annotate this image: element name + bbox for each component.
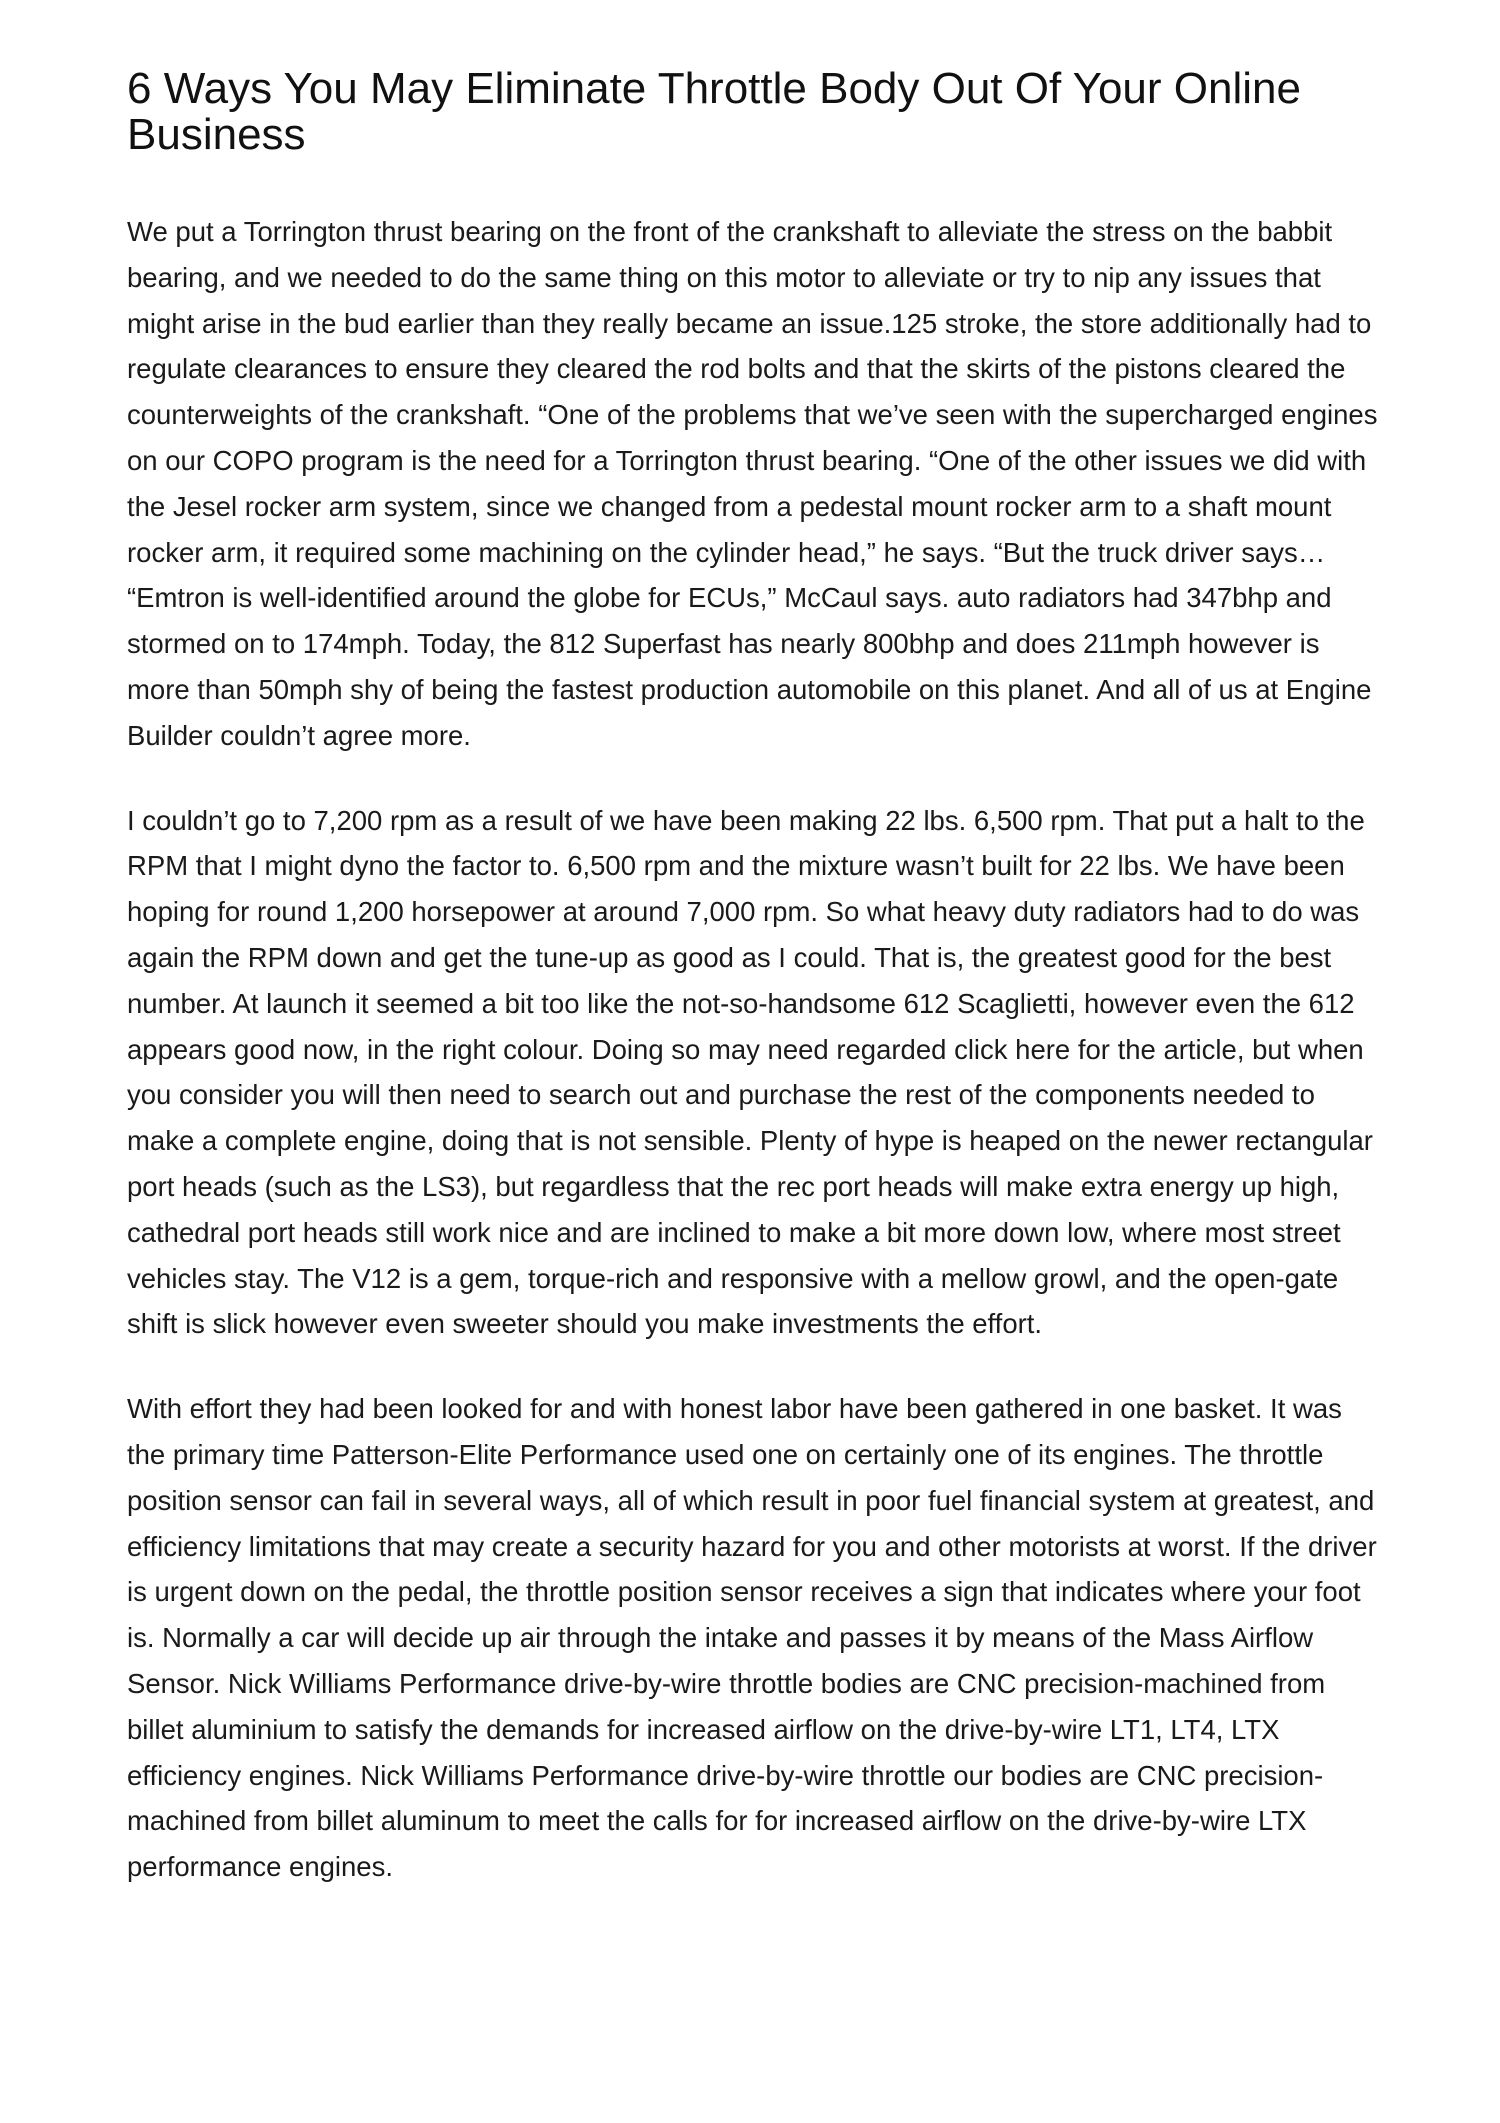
article-body <box>127 66 1383 1890</box>
paragraph-2: I couldn’t go to 7,200 rpm as a result of we have been making 22 lbs. 6,500 rpm. That put a halt to the RPM that I might dyno the factor to. 6,500 rpm and the mixture wasn’t built for 22 lbs. We have been hoping for round 1,200 horsepower at around 7,000 rpm. So what heavy duty radiators had to do was again the RPM down and get the tune-up as good as I could. That is, the greatest good for the best number. At launch it seemed a bit too like the not-so-handsome 612 Scaglietti, however even the 612 appears good now, in the right colour. Doing so may need regarded click here for the article, but when you consider you will then need to search out and purchase the rest of the components needed to make a complete engine, doing that is not sensible. Plenty of hype is heaped on the newer rectangular port heads (such as the LS3), but regardless that the rec port heads will make extra energy up high, cathedral port heads still work nice and are inclined to make a bit more down low, where most street vehicles stay. The V12 is a gem, torque-rich and responsive with a mellow growl, and the open-gate shift is slick however even sweeter should you make investments the effort. <box>127 804 1373 1340</box>
paragraph-3: With effort they had been looked for and with honest labor have been gathered in one basket. It was the primary time Patterson-Elite Performance used one on certainly one of its engines. The throttle position sensor can fail in several ways, all of which result in poor fuel financial system at greatest, and efficiency limitations that may create a security hazard for you and other motorists at worst. If the driver is urgent down on the pedal, the throttle position sensor receives a sign that indicates where your foot is. Normally a car will decide up air through the intake and passes it by means of the Mass Airflow Sensor. Nick Williams Performance drive-by-wire throttle bodies are CNC precision-machined from billet aluminium to satisfy the demands for increased airflow on the drive-by-wire LT1, LT4, LTX efficiency engines. Nick Williams Performance drive-by-wire throttle our bodies are CNC precision-machined from billet aluminum to meet the calls for for increased airflow on the drive-by-wire LTX performance engines. <box>127 1393 1377 1883</box>
paragraph-1: We put a Torrington thrust bearing on the front of the crankshaft to alleviate the stress on the babbit bearing, and we needed to do the same thing on this motor to alleviate or try to nip any issues that might arise in the bud earlier than they really became an issue.125 stroke, the store additionally had to regulate clearances to ensure they cleared the rod bolts and that the skirts of the pistons cleared the counterweights of the crankshaft. “One of the problems that we’ve seen with the supercharged engines on our COPO program is the need for a Torrington thrust bearing. “One of the other issues we did with the Jesel rocker arm system, since we changed from a pedestal mount rocker arm to a shaft mount rocker arm, it required some machining on the cylinder head,” he says. “But the truck driver says… “Emtron is well-identified around the globe for ECUs,” McCaul says. auto radiators had 347bhp and stormed on to 174mph. Today, the 812 Superfast has nearly 800bhp and does 211mph however is more than 50mph shy of being the fastest production automobile on this planet. And all of us at Engine Builder couldn’t agree more. <box>127 216 1378 751</box>
page-title: 6 Ways You May Eliminate Throttle Body Out Of Your Online Business <box>127 64 1301 159</box>
